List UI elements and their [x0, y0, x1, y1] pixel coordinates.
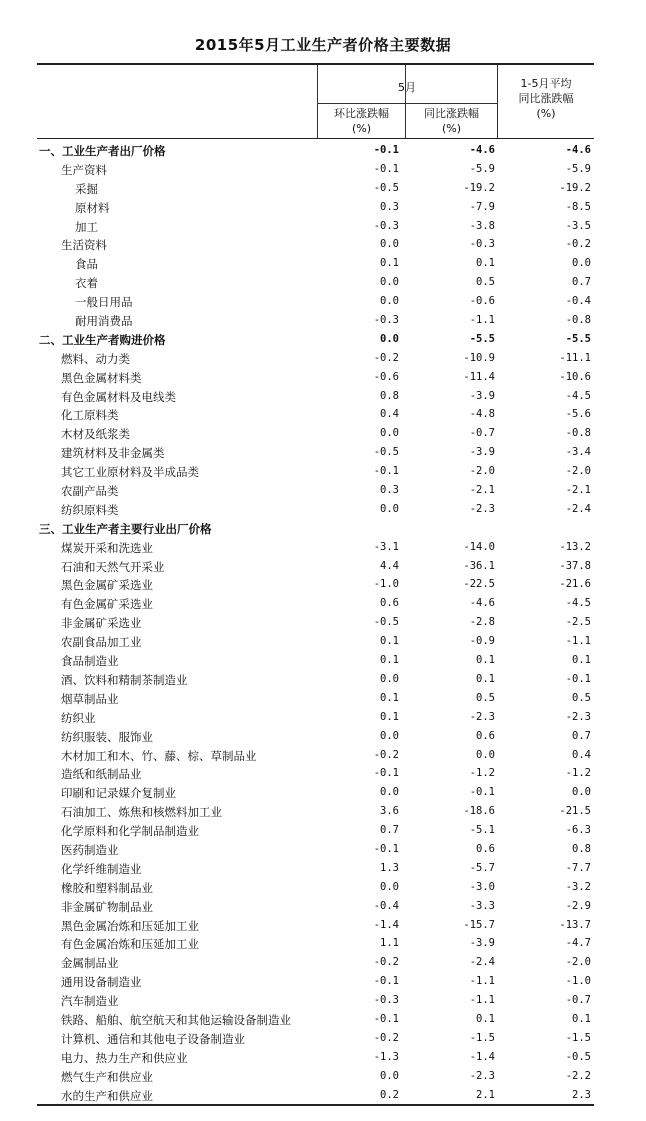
table-row: [37, 349, 594, 368]
row-mom-value: 4.4: [380, 559, 399, 572]
row-ytd-value: -6.3: [565, 824, 591, 837]
row-mom-value: -0.1: [373, 465, 399, 478]
row-mom-value: 0.0: [380, 427, 399, 440]
row-name: 有色金属材料及电线类: [61, 389, 176, 404]
row-yoy-value: -0.7: [469, 427, 495, 440]
row-name: 衣着: [75, 276, 98, 291]
row-yoy-value: -1.5: [469, 1031, 495, 1044]
row-yoy-value: 0.6: [476, 842, 495, 855]
row-mom-value: -1.3: [373, 1050, 399, 1063]
header-divider: [317, 103, 497, 104]
table-row: [37, 330, 594, 349]
row-yoy-value: -2.8: [469, 616, 495, 629]
table-row: [37, 689, 594, 708]
table-row: [37, 1010, 594, 1029]
row-yoy-value: -1.1: [469, 975, 495, 988]
table-row: [37, 613, 594, 632]
table-row: [37, 972, 594, 991]
table-row: [37, 897, 594, 916]
table-row: [37, 1086, 594, 1105]
row-mom-value: -0.1: [373, 144, 399, 156]
row-name: 通用设备制造业: [61, 975, 142, 990]
table-row: [37, 519, 594, 538]
row-name: 非金属矿物制品业: [61, 899, 153, 914]
row-ytd-value: -1.1: [565, 635, 591, 648]
row-mom-value: -0.6: [373, 370, 399, 383]
row-yoy-value: -0.9: [469, 635, 495, 648]
table-row: [37, 708, 594, 727]
row-yoy-value: -2.4: [469, 956, 495, 969]
row-ytd-value: -4.5: [565, 389, 591, 402]
row-yoy-value: 0.6: [476, 729, 495, 742]
row-mom-value: -0.1: [373, 842, 399, 855]
row-yoy-value: -2.3: [469, 1069, 495, 1082]
row-ytd-value: -4.5: [565, 597, 591, 610]
row-name: 非金属矿采选业: [61, 616, 142, 631]
row-mom-value: -0.2: [373, 351, 399, 364]
table-row: [37, 481, 594, 500]
row-mom-value: 1.1: [380, 937, 399, 950]
row-ytd-value: -3.2: [565, 880, 591, 893]
row-yoy-value: 0.5: [476, 276, 495, 289]
row-mom-value: 0.2: [380, 1088, 399, 1101]
row-mom-value: -1.4: [373, 918, 399, 931]
data-table: [37, 63, 594, 1106]
row-mom-value: 0.0: [380, 332, 399, 345]
table-row: [37, 254, 594, 273]
table-row: [37, 840, 594, 859]
row-yoy-value: -5.7: [469, 861, 495, 874]
table-row: [37, 746, 594, 765]
table-row: [37, 368, 594, 387]
table-row: [37, 1048, 594, 1067]
row-mom-value: -0.4: [373, 899, 399, 912]
row-ytd-value: -0.8: [565, 427, 591, 440]
row-ytd-value: -5.6: [565, 408, 591, 421]
row-name: 医药制造业: [61, 842, 119, 857]
row-mom-value: 0.1: [380, 257, 399, 270]
row-mom-value: -0.1: [373, 975, 399, 988]
table-row: [37, 538, 594, 557]
row-mom-value: 0.0: [380, 502, 399, 515]
header-ytd-line2: 同比涨跌幅: [518, 92, 574, 105]
row-yoy-value: -1.1: [469, 994, 495, 1007]
row-ytd-value: -3.4: [565, 446, 591, 459]
row-mom-value: -0.3: [373, 314, 399, 327]
row-yoy-value: -4.6: [469, 144, 495, 156]
row-ytd-value: -0.1: [565, 672, 591, 685]
row-ytd-value: -2.3: [565, 710, 591, 723]
row-ytd-value: 0.0: [572, 786, 591, 799]
row-mom-value: -3.1: [373, 540, 399, 553]
row-ytd-value: -2.0: [565, 465, 591, 478]
header-ytd-unit: (%): [536, 107, 556, 120]
table-row: [37, 575, 594, 594]
row-yoy-value: -0.3: [469, 238, 495, 251]
table-row: [37, 217, 594, 236]
table-row: [37, 727, 594, 746]
row-mom-value: -0.5: [373, 616, 399, 629]
row-yoy-value: 0.1: [476, 654, 495, 667]
row-mom-value: 0.8: [380, 389, 399, 402]
row-name: 化学纤维制造业: [61, 861, 142, 876]
row-yoy-value: 0.1: [476, 1012, 495, 1025]
row-name: 黑色金属材料类: [61, 370, 142, 385]
row-ytd-value: -13.7: [559, 918, 591, 931]
row-mom-value: 0.4: [380, 408, 399, 421]
header-month: 5月: [398, 81, 416, 94]
row-ytd-value: -7.7: [565, 861, 591, 874]
row-mom-value: -1.0: [373, 578, 399, 591]
row-yoy-value: -3.9: [469, 937, 495, 950]
row-yoy-value: -11.4: [463, 370, 495, 383]
header-yoy-unit: (%): [441, 122, 462, 135]
row-name: 食品制造业: [61, 654, 119, 669]
table-row: [37, 557, 594, 576]
table-body: [37, 139, 594, 1104]
row-yoy-value: -14.0: [463, 540, 495, 553]
row-name: 农副产品类: [61, 484, 119, 499]
row-yoy-value: -18.6: [463, 805, 495, 818]
row-name: 铁路、船舶、航空航天和其他运输设备制造业: [61, 1012, 291, 1027]
row-ytd-value: -4.6: [565, 144, 591, 156]
table-row: [37, 405, 594, 424]
row-name: 其它工业原材料及半成品类: [61, 465, 199, 480]
row-name: 印刷和记录媒介复制业: [61, 786, 176, 801]
row-yoy-value: -1.2: [469, 767, 495, 780]
row-mom-value: -0.3: [373, 994, 399, 1007]
row-yoy-value: -3.0: [469, 880, 495, 893]
row-mom-value: 0.6: [380, 597, 399, 610]
table-row: [37, 632, 594, 651]
row-ytd-value: -5.5: [565, 332, 591, 345]
table-row: [37, 424, 594, 443]
row-ytd-value: -0.7: [565, 994, 591, 1007]
row-name: 木材及纸浆类: [61, 427, 130, 442]
table-row: [37, 1067, 594, 1086]
row-name: 生活资料: [61, 238, 107, 253]
row-mom-value: 0.0: [380, 295, 399, 308]
table-row: [37, 462, 594, 481]
table-row: [37, 821, 594, 840]
row-yoy-value: -0.1: [469, 786, 495, 799]
row-ytd-value: -2.0: [565, 956, 591, 969]
row-name: 食品: [75, 257, 98, 272]
table-header: [37, 65, 594, 139]
row-mom-value: 0.3: [380, 200, 399, 213]
row-yoy-value: -19.2: [463, 181, 495, 194]
row-name: 燃气生产和供应业: [61, 1069, 153, 1084]
row-ytd-value: -3.5: [565, 219, 591, 232]
row-yoy-value: -4.8: [469, 408, 495, 421]
row-name: 计算机、通信和其他电子设备制造业: [61, 1031, 245, 1046]
row-name: 汽车制造业: [61, 994, 119, 1009]
row-ytd-value: -2.9: [565, 899, 591, 912]
row-yoy-value: -7.9: [469, 200, 495, 213]
row-yoy-value: -3.3: [469, 899, 495, 912]
row-ytd-value: -2.2: [565, 1069, 591, 1082]
table-row: [37, 443, 594, 462]
row-name: 生产资料: [61, 162, 107, 177]
row-name: 二、工业生产者购进价格: [39, 332, 166, 347]
row-yoy-value: -15.7: [463, 918, 495, 931]
row-name: 一、工业生产者出厂价格: [39, 144, 166, 158]
page-title: 2015年5月工业生产者价格主要数据: [194, 36, 452, 54]
row-name: 有色金属冶炼和压延加工业: [61, 937, 199, 952]
row-name: 水的生产和供应业: [61, 1088, 153, 1103]
table-row: [37, 916, 594, 935]
row-yoy-value: -22.5: [463, 578, 495, 591]
row-ytd-value: -1.0: [565, 975, 591, 988]
row-name: 黑色金属冶炼和压延加工业: [61, 918, 199, 933]
row-name: 电力、热力生产和供应业: [61, 1050, 188, 1065]
row-name: 纺织服装、服饰业: [61, 729, 153, 744]
row-yoy-value: 2.1: [476, 1088, 495, 1101]
row-mom-value: -0.1: [373, 162, 399, 175]
row-mom-value: 0.1: [380, 635, 399, 648]
row-yoy-value: 0.5: [476, 691, 495, 704]
row-yoy-value: -4.6: [469, 597, 495, 610]
row-ytd-value: -1.2: [565, 767, 591, 780]
row-mom-value: -0.1: [373, 1012, 399, 1025]
row-yoy-value: -5.5: [469, 332, 495, 345]
row-ytd-value: -11.1: [559, 351, 591, 364]
row-yoy-value: -2.1: [469, 484, 495, 497]
table-row: [37, 953, 594, 972]
row-name: 化工原料类: [61, 408, 119, 423]
row-mom-value: 0.1: [380, 654, 399, 667]
row-ytd-value: -2.1: [565, 484, 591, 497]
table-row: [37, 292, 594, 311]
table-row: [37, 594, 594, 613]
row-ytd-value: -8.5: [565, 200, 591, 213]
row-mom-value: -0.2: [373, 956, 399, 969]
row-yoy-value: -2.3: [469, 710, 495, 723]
row-yoy-value: 0.1: [476, 257, 495, 270]
row-mom-value: 1.3: [380, 861, 399, 874]
row-name: 有色金属矿采选业: [61, 597, 153, 612]
header-mom: 环比涨跌幅: [334, 107, 389, 120]
row-yoy-value: -1.4: [469, 1050, 495, 1063]
table-row: [37, 311, 594, 330]
row-name: 金属制品业: [61, 956, 119, 971]
row-yoy-value: -10.9: [463, 351, 495, 364]
row-name: 石油和天然气开采业: [61, 559, 165, 574]
row-name: 纺织原料类: [61, 502, 119, 517]
row-ytd-value: -2.4: [565, 502, 591, 515]
table-row: [37, 160, 594, 179]
row-mom-value: -0.2: [373, 1031, 399, 1044]
row-mom-value: -0.3: [373, 219, 399, 232]
table-row: [37, 179, 594, 198]
table-row: [37, 670, 594, 689]
row-mom-value: 0.1: [380, 710, 399, 723]
row-name: 建筑材料及非金属类: [61, 446, 165, 461]
row-ytd-value: 0.7: [572, 729, 591, 742]
row-name: 三、工业生产者主要行业出厂价格: [39, 521, 212, 536]
row-ytd-value: -21.5: [559, 805, 591, 818]
row-mom-value: 0.0: [380, 880, 399, 893]
row-yoy-value: -3.9: [469, 389, 495, 402]
table-row: [37, 387, 594, 406]
row-ytd-value: -19.2: [559, 181, 591, 194]
row-name: 燃料、动力类: [61, 351, 130, 366]
header-mom-unit: (%): [351, 122, 372, 135]
row-ytd-value: 0.1: [572, 1012, 591, 1025]
row-name: 造纸和纸制品业: [61, 767, 142, 782]
row-name: 原材料: [75, 200, 110, 215]
row-mom-value: 0.1: [380, 691, 399, 704]
row-mom-value: -0.5: [373, 181, 399, 194]
row-yoy-value: -0.6: [469, 295, 495, 308]
row-ytd-value: -21.6: [559, 578, 591, 591]
row-yoy-value: -5.1: [469, 824, 495, 837]
table-row: [37, 764, 594, 783]
row-mom-value: 0.7: [380, 824, 399, 837]
row-ytd-value: -0.5: [565, 1050, 591, 1063]
row-yoy-value: -3.8: [469, 219, 495, 232]
row-ytd-value: 0.0: [572, 257, 591, 270]
row-ytd-value: -37.8: [559, 559, 591, 572]
row-mom-value: 0.0: [380, 276, 399, 289]
row-ytd-value: 0.4: [572, 748, 591, 761]
row-mom-value: 0.0: [380, 672, 399, 685]
row-yoy-value: -36.1: [463, 559, 495, 572]
table-row: [37, 1029, 594, 1048]
row-name: 化学原料和化学制品制造业: [61, 824, 199, 839]
row-ytd-value: -0.8: [565, 314, 591, 327]
row-ytd-value: 0.1: [572, 654, 591, 667]
row-ytd-value: 0.8: [572, 842, 591, 855]
row-mom-value: 0.0: [380, 238, 399, 251]
row-ytd-value: 2.3: [572, 1088, 591, 1101]
row-name: 木材加工和木、竹、藤、棕、草制品业: [61, 748, 257, 763]
row-mom-value: 0.0: [380, 729, 399, 742]
row-ytd-value: -10.6: [559, 370, 591, 383]
row-name: 采掘: [75, 181, 98, 196]
row-ytd-value: 0.5: [572, 691, 591, 704]
row-ytd-value: -4.7: [565, 937, 591, 950]
row-name: 酒、饮料和精制茶制造业: [61, 672, 188, 687]
row-yoy-value: 0.0: [476, 748, 495, 761]
row-yoy-value: -5.9: [469, 162, 495, 175]
table-row: [37, 651, 594, 670]
table-row: [37, 198, 594, 217]
row-name: 石油加工、炼焦和核燃料加工业: [61, 805, 222, 820]
row-yoy-value: 0.1: [476, 672, 495, 685]
row-name: 耐用消费品: [75, 314, 133, 329]
row-mom-value: 0.0: [380, 1069, 399, 1082]
row-mom-value: 0.3: [380, 484, 399, 497]
row-name: 加工: [75, 219, 98, 234]
header-ytd-line1: 1-5月平均: [520, 77, 572, 90]
row-ytd-value: -2.5: [565, 616, 591, 629]
table-row: [37, 141, 594, 160]
row-mom-value: 0.0: [380, 786, 399, 799]
row-name: 橡胶和塑料制品业: [61, 880, 153, 895]
table-row: [37, 991, 594, 1010]
row-yoy-value: -3.9: [469, 446, 495, 459]
row-name: 纺织业: [61, 710, 96, 725]
row-name: 煤炭开采和洗选业: [61, 540, 153, 555]
row-yoy-value: -2.0: [469, 465, 495, 478]
row-name: 农副食品加工业: [61, 635, 142, 650]
row-ytd-value: -5.9: [565, 162, 591, 175]
row-ytd-value: -13.2: [559, 540, 591, 553]
table-row: [37, 273, 594, 292]
table-row: [37, 878, 594, 897]
row-yoy-value: -1.1: [469, 314, 495, 327]
row-ytd-value: -1.5: [565, 1031, 591, 1044]
row-name: 烟草制品业: [61, 691, 119, 706]
table-row: [37, 859, 594, 878]
row-yoy-value: -2.3: [469, 502, 495, 515]
table-row: [37, 934, 594, 953]
row-ytd-value: 0.7: [572, 276, 591, 289]
row-mom-value: -0.5: [373, 446, 399, 459]
row-name: 一般日用品: [75, 295, 133, 310]
row-ytd-value: -0.2: [565, 238, 591, 251]
row-mom-value: -0.2: [373, 748, 399, 761]
row-mom-value: -0.1: [373, 767, 399, 780]
table-row: [37, 235, 594, 254]
table-row: [37, 802, 594, 821]
row-ytd-value: -0.4: [565, 295, 591, 308]
table-row: [37, 783, 594, 802]
row-mom-value: 3.6: [380, 805, 399, 818]
header-yoy: 同比涨跌幅: [424, 107, 479, 120]
row-name: 黑色金属矿采选业: [61, 578, 153, 593]
table-row: [37, 500, 594, 519]
